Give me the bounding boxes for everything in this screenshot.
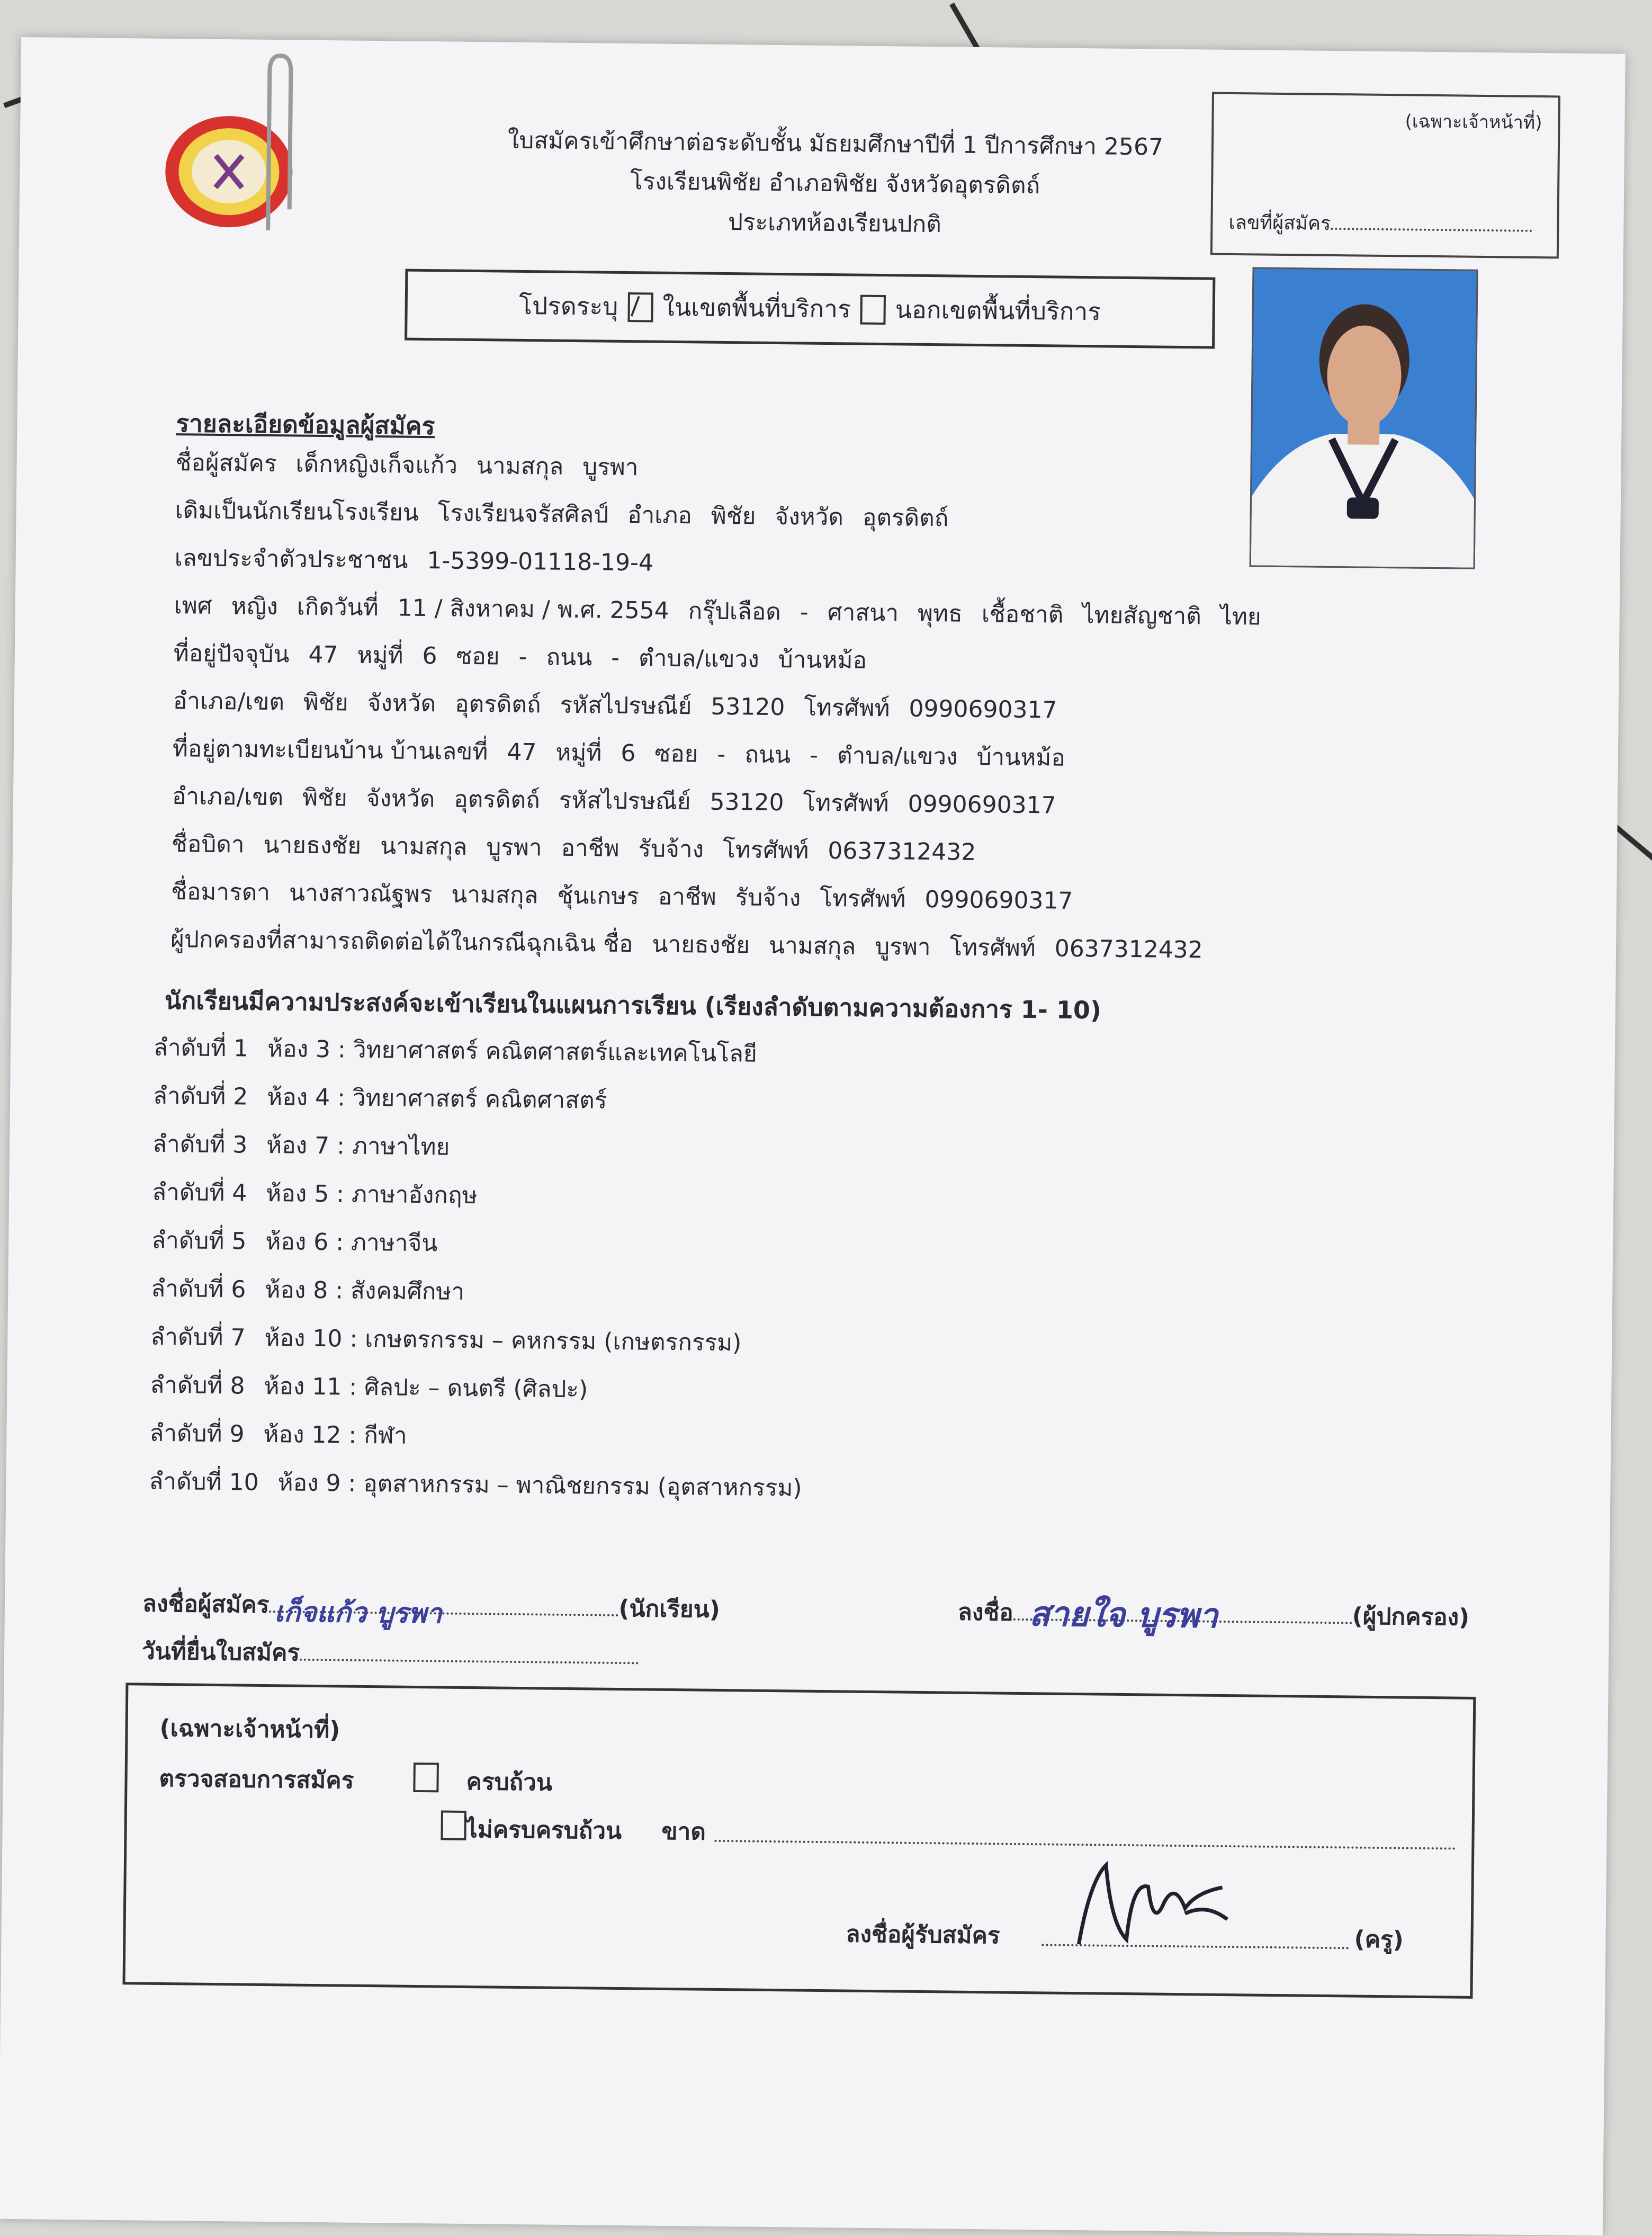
complete-checkbox[interactable] (413, 1763, 439, 1792)
form-title: ใบสมัครเข้าศึกษาต่อระดับชั้น มัธยมศึกษาปีที่ 1 ปีการศึกษา 2567 (507, 127, 1164, 161)
label: อาชีพ (561, 834, 620, 862)
guardian-phone: 0637312432 (1054, 935, 1203, 964)
label: รหัสไปรษณีย์ (559, 786, 691, 816)
label: จังหวัด (366, 784, 435, 813)
blood-type: - (800, 598, 809, 626)
label: อาชีพ (658, 883, 717, 911)
subdistrict: บ้านหม้อ (778, 646, 867, 674)
rank-label: ลำดับที่ 7 (150, 1323, 246, 1352)
label: ถนน (546, 643, 592, 672)
label: ชื่อบิดา (171, 830, 245, 858)
label: เลขประจำตัวประชาชน (174, 544, 408, 574)
previous-school: โรงเรียนจรัสศิลป์ (437, 499, 609, 529)
citizen-id: 1-5399-01118-19-4 (427, 547, 654, 577)
label: ถนน (744, 741, 791, 769)
receiver-signature-icon (1068, 1849, 1244, 1956)
father-phone: 0637312432 (828, 837, 976, 866)
label: นามสกุล (380, 833, 468, 861)
service-area-label: โปรดระบุ (519, 291, 618, 321)
applicant-section-title: รายละเอียดข้อมูลผู้สมัคร (176, 409, 435, 441)
submit-date-label: วันที่ยื่นใบสมัคร (141, 1638, 300, 1667)
district: พิชัย (711, 502, 756, 530)
road: - (809, 741, 819, 769)
rank-label: ลำดับที่ 10 (149, 1468, 259, 1496)
label: หมู่ที่ (555, 739, 602, 767)
label: นามสกุล (476, 452, 564, 480)
first-name: เด็กหญิงเก็จแก้ว (295, 450, 458, 479)
guardian-surname: บูรพา (875, 933, 931, 961)
list-item (149, 1463, 821, 1518)
label: ที่อยู่ตามทะเบียนบ้าน บ้านเลขที่ (172, 735, 488, 766)
district: พิชัย (303, 688, 348, 717)
label: กรุ๊ปเลือด (688, 597, 782, 626)
father-occupation: รับจ้าง (638, 835, 704, 863)
applicant-signature: เก็จแก้ว บูรพา (274, 1596, 443, 1630)
label: ตำบล/แขวง (638, 645, 760, 673)
list-item (152, 1174, 824, 1229)
rank-label: ลำดับที่ 8 (150, 1371, 245, 1400)
out-area-checkbox[interactable] (860, 294, 886, 324)
applicant-number-label: เลขที่ผู้สมัคร (1228, 211, 1331, 235)
nationality: ไทย (1220, 603, 1261, 631)
province: อุตรดิตถ์ (862, 504, 949, 532)
mother-name: นางสาวณัฐพร (289, 879, 433, 908)
applicant-role: (นักเรียน) (618, 1595, 721, 1623)
label: โทรศัพท์ (803, 789, 889, 818)
rank-label: ลำดับที่ 4 (151, 1178, 247, 1207)
label: อำเภอ (627, 502, 693, 530)
rank-label: ลำดับที่ 9 (149, 1419, 245, 1448)
plan-choice: ห้อง 11 : ศิลปะ – ดนตรี (ศิลปะ) (264, 1372, 588, 1403)
list-item (151, 1222, 824, 1277)
plan-choice: ห้อง 6 : ภาษาจีน (265, 1228, 438, 1257)
father-surname: บูรพา (486, 834, 542, 862)
village-no: 6 (422, 642, 437, 670)
road: - (611, 644, 620, 672)
label: เกิดวันที่ (297, 593, 379, 622)
applicant-details (170, 444, 1282, 980)
label: ที่อยู่ปัจจุบัน (173, 640, 290, 668)
list-item (152, 1125, 825, 1180)
plan-choice: ห้อง 5 : ภาษาอังกฤษ (266, 1179, 478, 1210)
plan-choice: ห้อง 8 : สังคมศึกษา (265, 1276, 465, 1305)
applicant-signature-label: ลงชื่อผู้สมัคร (142, 1590, 270, 1619)
label: อำเภอ/เขต (173, 687, 285, 716)
postal-code: 53120 (710, 788, 784, 817)
study-plan-list (149, 1029, 826, 1518)
list-item (150, 1318, 823, 1373)
rank-label: ลำดับที่ 3 (152, 1130, 248, 1159)
officer-note: (เฉพาะเจ้าหน้าที่) (1405, 111, 1542, 134)
house-no: 47 (507, 738, 537, 766)
applicant-signature-line (142, 1585, 740, 1629)
gender: หญิง (231, 593, 278, 621)
plan-choice: ห้อง 10 : เกษตรกรรม – คหกรรม (เกษตรกรรม) (264, 1324, 742, 1357)
list-item (153, 1029, 825, 1084)
officer-only-box (1210, 92, 1560, 259)
label: นามสกุล (768, 932, 856, 960)
in-area-label: ในเขตพื้นที่บริการ (662, 292, 851, 324)
label: จังหวัด (367, 689, 436, 718)
label: ตำบล/แขวง (837, 742, 958, 771)
label: อำเภอ/เขต (172, 783, 284, 811)
rank-label: ลำดับที่ 6 (150, 1275, 246, 1303)
guardian-role: (ผู้ปกครอง) (1352, 1603, 1470, 1631)
last-name: บูรพา (582, 453, 639, 481)
label: หมู่ที่ (357, 641, 403, 669)
soi: - (518, 643, 527, 671)
applicant-photo (1250, 267, 1478, 569)
applicant-number (1228, 207, 1532, 240)
guardian-signature-field[interactable] (1013, 1594, 1352, 1636)
rank-label: ลำดับที่ 5 (151, 1227, 247, 1255)
label: เชื้อชาติ (981, 601, 1064, 629)
verification-label: ตรวจสอบการสมัคร (159, 1765, 354, 1794)
label: โทรศัพท์ (722, 836, 809, 864)
birth-date: 11 / สิงหาคม / พ.ศ. 2554 (397, 594, 669, 624)
plan-choice: ห้อง 4 : วิทยาศาสตร์ คณิตศาสตร์ (266, 1083, 607, 1114)
label: ผู้ปกครองที่สามารถติดต่อได้ในกรณีฉุกเฉิน ชื่อ (170, 926, 633, 958)
study-plan-title: นักเรียนมีความประสงค์จะเข้าเรียนในแผนการเรียน (เรียงลำดับตามความต้องการ 1- 10) (164, 986, 1102, 1025)
phone: 0990690317 (909, 695, 1057, 724)
complete-label: ครบถ้วน (466, 1768, 553, 1796)
missing-label: ขาด (661, 1818, 706, 1846)
application-form (0, 37, 1626, 2236)
plan-choice: ห้อง 3 : วิทยาศาสตร์ คณิตศาสตร์และเทคโนโลยี (267, 1035, 758, 1068)
district: พิชัย (302, 784, 348, 812)
class-type: ประเภทห้องเรียนปกติ (728, 209, 942, 238)
receiver-label: ลงชื่อผู้รับสมัคร (846, 1920, 1000, 1949)
submit-date-line (142, 1633, 658, 1675)
label: ศาสนา (827, 599, 899, 627)
guardian-signature: สายใจ บูรพา (1029, 1594, 1218, 1636)
mother-phone: 0990690317 (924, 886, 1073, 915)
missing-field[interactable] (714, 1814, 1456, 1850)
officer-verification-box (123, 1683, 1476, 1999)
incomplete-checkbox[interactable] (441, 1810, 466, 1840)
list-item (150, 1366, 822, 1421)
rank-label: ลำดับที่ 2 (152, 1082, 248, 1111)
house-no: 47 (308, 641, 338, 669)
guardian-signature-line (958, 1594, 1489, 1636)
plan-choice: ห้อง 7 : ภาษาไทย (266, 1131, 450, 1161)
label: รหัสไปรษณีย์ (560, 691, 692, 720)
officer-title: (เฉพาะเจ้าหน้าที่) (159, 1714, 340, 1744)
guardian-name: นายธงชัย (652, 931, 750, 959)
label: ซอย (456, 642, 500, 670)
list-item (149, 1415, 822, 1470)
label: จังหวัด (775, 503, 844, 531)
village-no: 6 (621, 739, 636, 767)
plan-choice: ห้อง 12 : กีฬา (263, 1420, 407, 1450)
rank-label: ลำดับที่ 1 (153, 1034, 249, 1062)
list-item (151, 1270, 823, 1325)
mother-surname: ชุ้นเกษร (557, 882, 640, 910)
applicant-number-field[interactable] (1331, 228, 1532, 232)
list-item (152, 1077, 825, 1132)
out-area-label: นอกเขตพื้นที่บริการ (895, 295, 1101, 326)
label: นามสกุล (451, 881, 538, 909)
ethnicity: ไทยสัญชาติ (1082, 602, 1202, 630)
mother-occupation: รับจ้าง (735, 884, 801, 912)
soi: - (717, 740, 726, 768)
paper-clip-icon (252, 50, 302, 242)
subdistrict: บ้านหม้อ (976, 743, 1066, 772)
postal-code: 53120 (711, 693, 785, 721)
phone: 0990690317 (908, 790, 1056, 819)
label: ชื่อผู้สมัคร (175, 449, 277, 478)
receiver-role: (ครู) (1354, 1926, 1404, 1954)
label: เพศ (174, 592, 213, 620)
label: เดิมเป็นนักเรียนโรงเรียน (175, 497, 419, 526)
school-name: โรงเรียนพิชัย อำเภอพิชัย จังหวัดอุตรดิตถ์ (630, 168, 1040, 200)
incomplete-label: ไม่ครบครบถ้วน (465, 1815, 622, 1845)
label: โทรศัพท์ (820, 884, 906, 913)
father-name: นายธงชัย (263, 831, 362, 860)
label: โทรศัพท์ (949, 934, 1036, 962)
religion: พุทธ (917, 600, 963, 628)
student-portrait-icon (1251, 269, 1477, 567)
submit-date-field[interactable] (300, 1659, 639, 1665)
guardian-signature-label: ลงชื่อ (957, 1598, 1013, 1626)
province: อุตรดิตถ์ (454, 785, 540, 814)
service-area-box (405, 269, 1215, 349)
label: โทรศัพท์ (804, 694, 890, 722)
province: อุตรดิตถ์ (454, 690, 541, 719)
applicant-signature-field[interactable] (269, 1596, 618, 1630)
plan-choice: ห้อง 9 : อุตสาหกรรม – พาณิชยกรรม (อุตสาหกรรม) (277, 1469, 802, 1502)
label: ชื่อมารดา (170, 878, 271, 907)
in-area-checkbox[interactable] (627, 292, 653, 322)
label: ซอย (654, 740, 698, 768)
